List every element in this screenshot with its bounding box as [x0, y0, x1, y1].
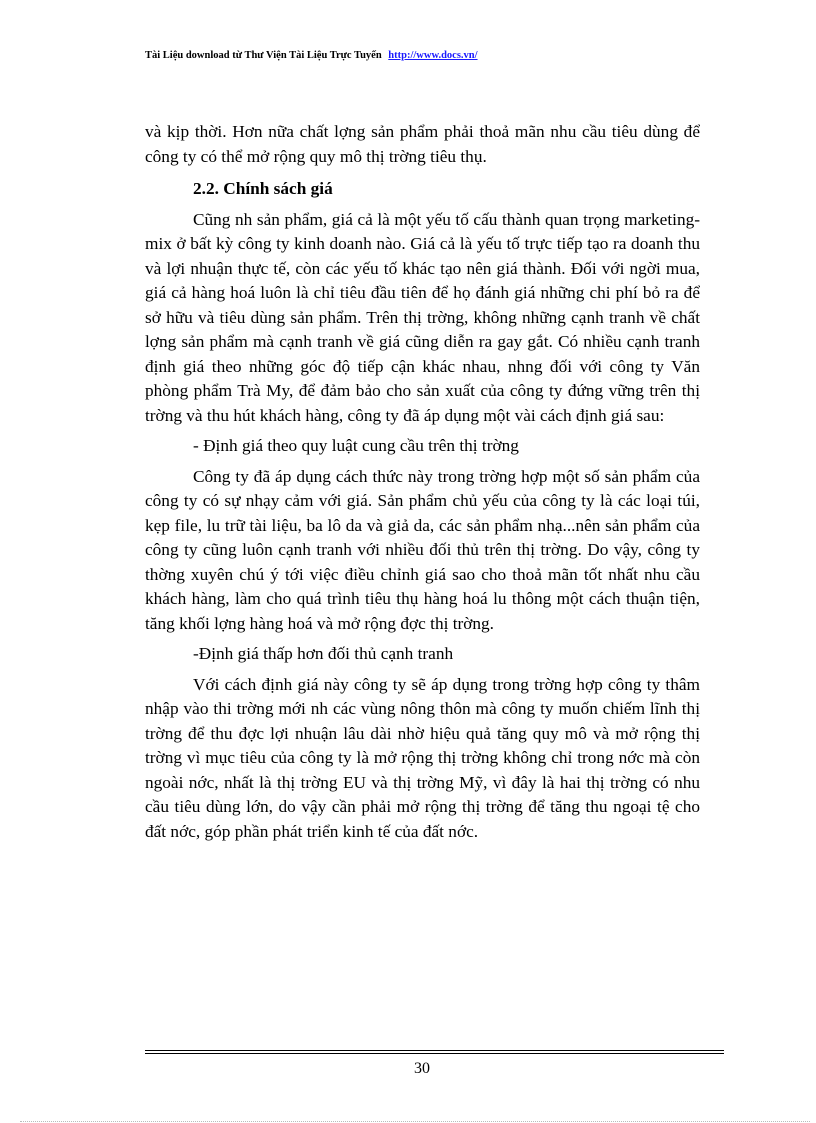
paragraph-lower-price: Với cách định giá này công ty sẽ áp dụng trong trờng hợp công ty thâm nhập vào thi trờng mới nh các vùng nông thôn mà công ty muốn chiếm lĩnh thị trờng để thu đợc lợi nhuận lâu dài nhờ hiệu quả tăng quy mô và mở rộng thị trờng vì mục tiêu của công ty là mở rộng thị trờng không chỉ trong nớc mà còn ngoài nớc, nhất là thị trờng EU và thị trờng Mỹ, vì đây là hai thị trờng có nhu cầu tiêu dùng lớn, do vậy cần phải mở rộng thị trờng để tăng thu ngoại tệ cho đất nớc, góp phần phát triển kinh tế của đất nớc. — [145, 674, 700, 841]
header-text: Tài Liệu download từ Thư Viện Tài Liệu Trực Tuyến — [145, 50, 382, 61]
paragraph-pricing-intro: Cũng nh sản phẩm, giá cả là một yếu tố cấu thành quan trọng marketing-mix ở bất kỳ công ty kinh doanh nào. Giá cả là yếu tố trực tiếp tạo ra doanh thu và lợi nhuận thực tế, còn các yếu tố khác tạo nên giá thành. Đối với ngời mua, giá cả hàng hoá luôn là chỉ tiêu đầu tiên để họ đánh giá những chi phí bỏ ra để sở hữu và tiêu dùng sản phẩm. Trên thị trờng, không những cạnh tranh về chất lợng sản phẩm mà cạnh tranh về giá cũng diễn ra gay gắt. Có nhiều cạnh tranh định giá theo những góc độ tiếp cận khác nhau, nhng đối với công ty Văn phòng phẩm Trà My, để đảm bảo cho sản xuất của công ty đứng vững trên thị trờng và thu hút khách hàng, công ty đã áp dụng một vài cách định giá sau: — [145, 209, 700, 425]
document-body — [145, 120, 700, 844]
footer-rule — [145, 1050, 724, 1054]
paragraph-continuation: và kịp thời. Hơn nữa chất lợng sản phẩm phải thoả mãn nhu cầu tiêu dùng để công ty có thể mở rộng quy mô thị trờng tiêu thụ. — [145, 122, 700, 166]
list-item-supply-demand: - Định giá theo quy luật cung cầu trên thị trờng — [193, 436, 519, 455]
page-edge-divider — [20, 1121, 810, 1122]
page-number: 30 — [414, 1060, 430, 1077]
page-header — [145, 50, 605, 61]
section-heading: 2.2. Chính sách giá — [193, 179, 333, 198]
header-link[interactable]: http://www.docs.vn/ — [388, 50, 478, 61]
list-item-lower-price: -Định giá thấp hơn đối thủ cạnh tranh — [193, 644, 454, 663]
paragraph-supply-demand: Công ty đã áp dụng cách thức này trong trờng hợp một số sản phẩm của công ty có sự nhạy cảm với giá. Sản phẩm chủ yếu của công ty là các loại túi, kẹp file, lu trữ tài liệu, ba lô da và giả da, các sản phẩm nhạ...nên sản phẩm của công ty cũng luôn cạnh tranh với nhiều đối thủ trên thị trờng. Do vậy, công ty thờng xuyên chú ý tới việc điều chỉnh giá sao cho thoả mãn tốt nhất nhu cầu khách hàng, làm cho quá trình tiêu thụ hàng hoá lu thông một cách thuận tiện, tăng khối lợng hàng hoá và mở rộng đợc thị trờng. — [145, 466, 700, 633]
